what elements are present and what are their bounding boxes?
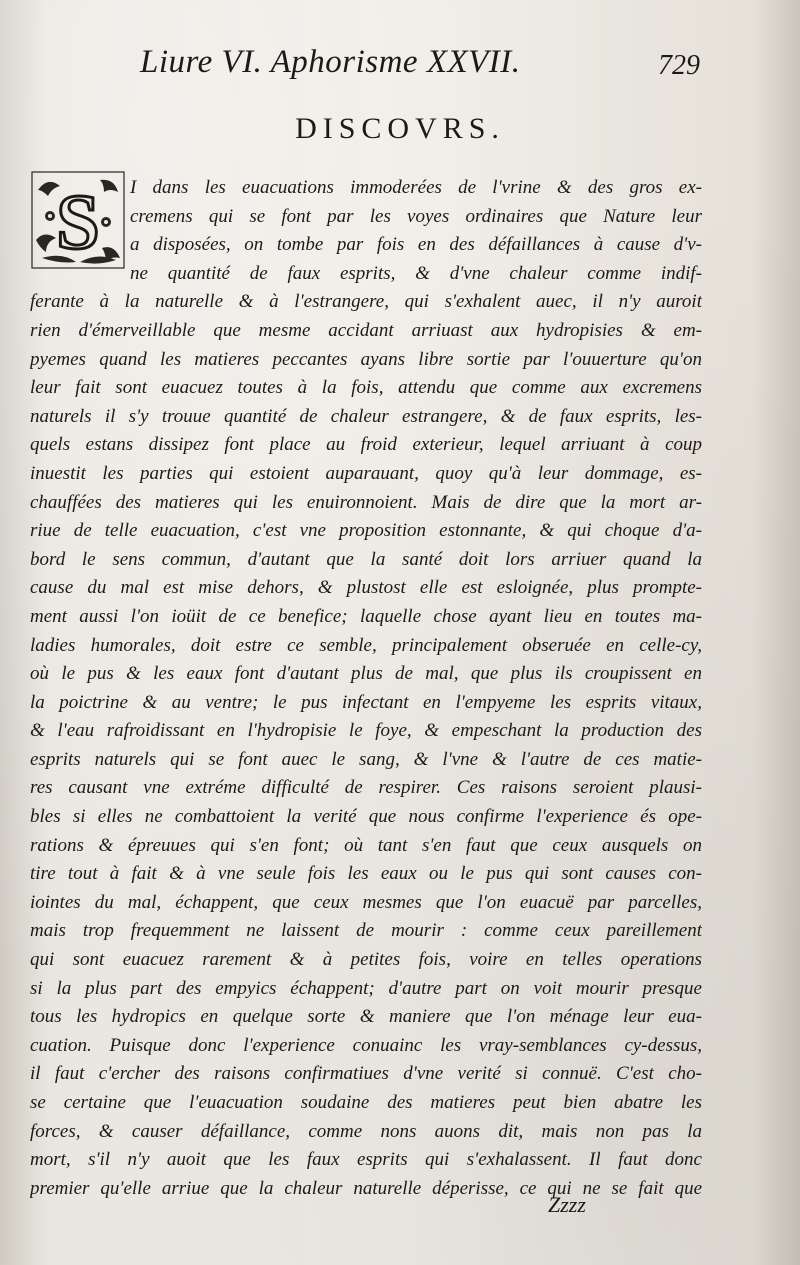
text-line: rations & épreuues qui s'en font; où tant s'en faut que ceux ausquels on <box>30 834 702 856</box>
text-line: forces, & causer défaillance, comme nons auons dit, mais non pas la <box>30 1120 702 1142</box>
text-line: il faut c'ercher des raisons confirmatiues d'vne verité si connuë. C'est cho- <box>30 1063 702 1085</box>
text-line: & l'eau rafroidissant en l'hydropisie le foye, & empeschant la production des <box>30 720 702 742</box>
text-line: cause du mal est mise dehors, & plustost elle est esloignée, plus prompte- <box>30 577 702 599</box>
text-line: bles si elles ne combattoient la verité que nous confirme l'experience és ope- <box>30 806 702 828</box>
text-line: ne quantité de faux esprits, & d'vne chaleur comme indif- <box>130 262 702 284</box>
text-line: si la plus part des empyics échappent; d'autre part on voit mourir presque <box>30 977 702 999</box>
text-line: riue de telle euacuation, c'est vne proposition estonnante, & qui choque d'a- <box>30 520 702 542</box>
page-number: 729 <box>658 50 700 81</box>
text-line: cremens qui se font par les voyes ordinaires que Nature leur <box>130 205 702 227</box>
text-line: tous les hydropics en quelque sorte & maniere que l'on ménage leur eua- <box>30 1006 702 1028</box>
text-line: a disposées, on tombe par fois en des défaillances à cause d'v- <box>130 234 702 256</box>
text-line: leur fait sont euacuez toutes à la fois, attendu que comme aux excremens <box>30 377 702 399</box>
text-line: se certaine que l'euacuation soudaine des matieres peut bien abatre les <box>30 1092 702 1113</box>
text-line: quels estans dissipez font place au froid exterieur, lequel arriuant à coup <box>30 434 702 456</box>
text-line: cuation. Puisque donc l'experience conuainc les vray-semblances cy-dessus, <box>30 1034 702 1056</box>
text-line: I dans les euacuations immoderées de l'vrine & des gros ex- <box>130 177 702 198</box>
text-line: mais trop frequemment ne laissent de mourir : comme ceux pareillement <box>30 920 702 942</box>
text-line: ladies humorales, doit estre ce semble, principalement obseruée en celle-cy, <box>30 634 702 656</box>
text-line: res causant vne extréme difficulté de respirer. Ces raisons seroient plausi- <box>30 777 702 799</box>
text-line: pyemes quand les matieres peccantes ayans libre sortie par l'ouuerture qu'on <box>30 348 702 370</box>
text-line: mort, s'il n'y auoit que les faux esprits qui s'exhalassent. Il faut donc <box>30 1149 702 1171</box>
text-line: qui sont euacuez rarement & à petites fois, voire en telles operations <box>30 949 702 971</box>
text-line: naturels il s'y trouue quantité de chaleur estrangere, & de faux esprits, les- <box>30 405 702 427</box>
text-line: chauffées des matieres qui les enuironnoient. Mais de dire que la mort ar- <box>30 491 702 513</box>
text-line: bord le sens commun, d'autant que la santé doit lors arriuer quand la <box>30 548 702 570</box>
text-line: iointes du mal, échappent, que ceux mesmes que l'on euacuë par parcelles, <box>30 891 702 913</box>
running-head-title: Liure VI. Aphorisme XXVII. <box>140 44 521 80</box>
running-head <box>0 44 800 94</box>
text-line: premier qu'elle arriue que la chaleur naturelle déperisse, ce qui ne se fait que <box>30 1177 702 1199</box>
text-line: esprits naturels qui se font auec le sang, & l'vne & l'autre de ces matie- <box>30 748 702 770</box>
text-line: ferante à la naturelle & à l'estrangere, qui s'exhalent auec, il n'y auroit <box>30 291 702 313</box>
section-title: DISCOVRS. <box>295 112 505 145</box>
text-line: inuestit les parties qui estoient auparauant, quoy qu'à leur dommage, es- <box>30 462 702 484</box>
catchword: Zzzz <box>548 1192 586 1217</box>
body-text <box>30 174 702 1203</box>
text-line: où le pus & les eaux font d'autant plus de mal, que plus ils croupissent en <box>30 663 702 685</box>
text-line: tire tout à fait & à vne seule fois les eaux ou le pus qui sont causes con- <box>30 863 702 885</box>
text-line: ment aussi l'on ioüit de ce benefice; laquelle chose ayant lieu en toutes ma- <box>30 605 702 627</box>
drop-cap-letter: S <box>56 178 100 265</box>
text-line: la poictrine & au ventre; le pus infectant en l'empyeme les esprits vitaux, <box>30 691 702 713</box>
text-line: rien d'émerveillable que mesme accidant arriuast aux hydropisies & em- <box>30 319 702 341</box>
